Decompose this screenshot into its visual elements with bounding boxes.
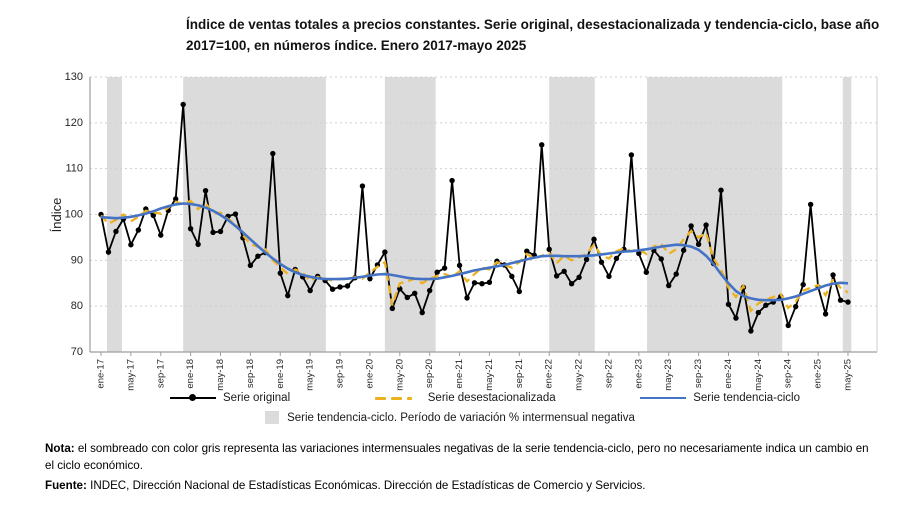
svg-text:100: 100 (64, 208, 83, 221)
legend-item-serie-tendencia (640, 392, 800, 404)
svg-text:sep-21: sep-21 (513, 359, 525, 389)
svg-text:80: 80 (70, 300, 83, 313)
svg-text:ene-17: ene-17 (95, 359, 107, 389)
svg-text:90: 90 (70, 254, 83, 267)
legend-shaded-band (0, 411, 900, 424)
svg-text:may-17: may-17 (125, 359, 137, 391)
legend-label-serie-tendencia: Serie tendencia-ciclo (693, 392, 800, 404)
legend-item-serie-desestacionalizada (375, 392, 556, 404)
svg-text:sep-20: sep-20 (424, 359, 436, 389)
svg-text:may-22: may-22 (573, 359, 585, 391)
svg-text:ene-22: ene-22 (543, 359, 555, 389)
svg-text:may-19: may-19 (304, 359, 316, 391)
svg-text:may-24: may-24 (752, 359, 764, 391)
serie-tendencia-line-marker-icon (640, 394, 686, 403)
svg-text:sep-23: sep-23 (693, 359, 705, 389)
note-text: Nota: el sombreado con color gris representa las variaciones intermensuales negativas de la serie tendencia-ciclo, pero no necesariamente indica un cambio en el ciclo económico. (45, 442, 869, 473)
source-text: Fuente: INDEC, Dirección Nacional de Estadísticas Económicas. Dirección de Estadísticas de Comercio y Servicios. (45, 479, 646, 492)
svg-text:sep-24: sep-24 (782, 359, 794, 389)
legend-label-serie-original: Serie original (223, 392, 291, 404)
svg-text:70: 70 (70, 346, 83, 358)
source-label: Fuente: (45, 479, 87, 492)
svg-text:130: 130 (64, 71, 83, 83)
y-axis-label: Índice (49, 197, 64, 233)
legend-label-shaded-band: Serie tendencia-ciclo. Período de variación % intermensual negativa (287, 411, 635, 424)
svg-text:may-20: may-20 (394, 359, 406, 391)
svg-text:ene-20: ene-20 (364, 359, 376, 389)
svg-text:120: 120 (64, 116, 83, 129)
svg-text:ene-25: ene-25 (812, 359, 824, 389)
svg-text:110: 110 (65, 162, 83, 175)
chart-title: Índice de ventas totales a precios constantes. Serie original, desestacionalizada y tendencia-ciclo, base año 2017=100, en números índice. Enero 2017-mayo 2025 (186, 17, 880, 53)
svg-text:ene-19: ene-19 (274, 359, 286, 389)
svg-text:ene-21: ene-21 (454, 359, 466, 389)
svg-text:may-25: may-25 (842, 359, 854, 391)
legend-label-serie-desestacionalizada: Serie desestacionalizada (427, 392, 556, 404)
serie-desestacionalizada-dash-marker-icon (375, 397, 421, 400)
svg-text:sep-22: sep-22 (603, 359, 615, 389)
svg-text:may-23: may-23 (663, 359, 675, 391)
svg-text:sep-18: sep-18 (244, 359, 256, 389)
svg-text:may-18: may-18 (215, 359, 227, 391)
svg-text:ene-24: ene-24 (722, 359, 734, 389)
svg-text:sep-19: sep-19 (334, 359, 346, 389)
shaded-band-swatch-icon (265, 411, 279, 424)
legend (170, 392, 800, 404)
svg-text:ene-23: ene-23 (633, 359, 645, 389)
svg-text:ene-18: ene-18 (185, 359, 197, 389)
legend-item-serie-original (170, 392, 290, 404)
svg-text:sep-17: sep-17 (155, 359, 167, 389)
svg-text:may-21: may-21 (483, 359, 495, 391)
note-label: Nota: (45, 442, 75, 455)
serie-original-line-marker-icon (170, 394, 216, 403)
